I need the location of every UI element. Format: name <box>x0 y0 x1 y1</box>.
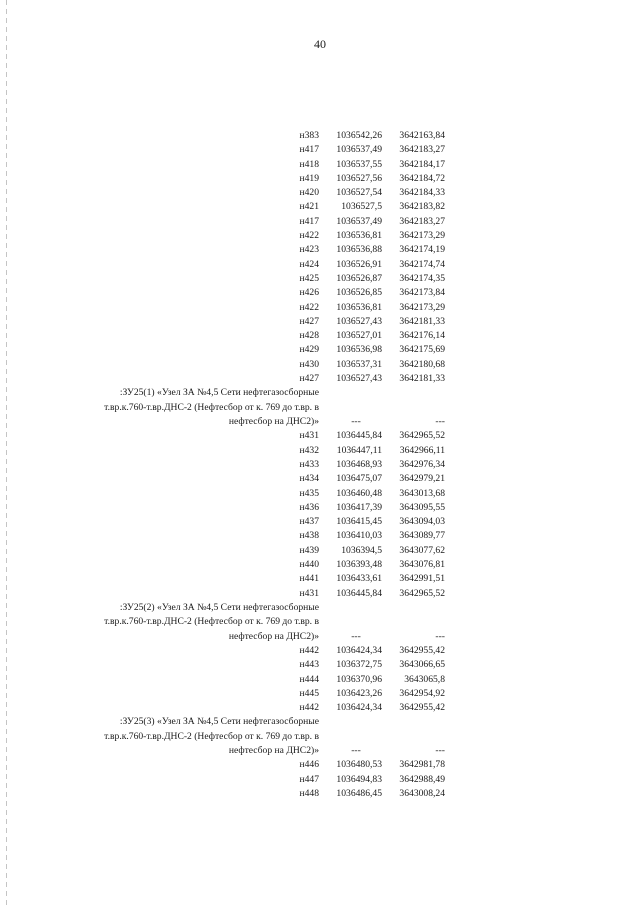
point-id: н419 <box>299 172 319 184</box>
point-id: н439 <box>299 544 319 556</box>
table-row <box>0 515 640 529</box>
coord-x-placeholder: --- <box>351 630 361 642</box>
point-id: н448 <box>299 787 319 799</box>
coordinates-table <box>0 129 640 801</box>
parcel-section-header <box>0 715 640 758</box>
table-row <box>0 272 640 286</box>
coord-y: 3642181,33 <box>399 315 445 327</box>
coord-y: 3642981,78 <box>399 759 445 771</box>
table-row <box>0 558 640 572</box>
coord-y: 3642183,82 <box>399 201 445 213</box>
table-row <box>0 544 640 558</box>
table-row <box>0 529 640 543</box>
table-row <box>0 687 640 701</box>
table-row <box>0 215 640 229</box>
coord-y: 3642976,34 <box>399 458 445 470</box>
coord-y: 3642184,17 <box>399 158 445 170</box>
coord-y: 3642174,35 <box>399 272 445 284</box>
coord-y: 3642174,74 <box>399 258 445 270</box>
coord-y-placeholder: --- <box>435 744 445 756</box>
coord-y: 3643095,55 <box>399 501 445 513</box>
table-row <box>0 200 640 214</box>
coord-y: 3642175,69 <box>399 344 445 356</box>
point-id: н418 <box>299 158 319 170</box>
point-id: н446 <box>299 759 319 771</box>
table-row <box>0 358 640 372</box>
point-id: н430 <box>299 358 319 370</box>
parcel-title: :ЗУ25(2) «Узел ЗА №4,5 Сети нефтегазосборные т.вр.к.760-т.вр.ДНС-2 (Нефтесбор от к. 769 до т.вр. в нефтесбор на ДНС2)» <box>104 601 319 642</box>
point-id: н424 <box>299 258 319 270</box>
coord-x: 1036537,55 <box>336 158 382 170</box>
coord-x: 1036526,91 <box>336 258 382 270</box>
coord-x: 1036527,56 <box>336 172 382 184</box>
table-row <box>0 286 640 300</box>
point-id: н441 <box>299 573 319 585</box>
coord-y: 3642979,21 <box>399 473 445 485</box>
table-row <box>0 472 640 486</box>
page-number: 40 <box>314 37 326 51</box>
coord-x: 1036394,5 <box>341 544 382 556</box>
coord-x: 1036527,01 <box>336 330 382 342</box>
point-id: н427 <box>299 315 319 327</box>
coord-x: 1036537,49 <box>336 215 382 227</box>
table-row <box>0 186 640 200</box>
point-id: н444 <box>299 673 319 685</box>
table-row <box>0 773 640 787</box>
coord-x: 1036542,26 <box>336 130 382 141</box>
coord-x: 1036480,53 <box>336 759 382 771</box>
coord-y: 3642184,72 <box>399 172 445 184</box>
point-id: н434 <box>299 473 319 485</box>
table-row <box>0 572 640 586</box>
coord-x: 1036370,96 <box>336 673 382 685</box>
coord-x: 1036527,5 <box>341 201 382 213</box>
point-id: н417 <box>299 215 319 227</box>
table-row <box>0 315 640 329</box>
table-row <box>0 301 640 315</box>
coord-x: 1036527,43 <box>336 373 382 385</box>
coord-x: 1036537,31 <box>336 358 382 370</box>
table-row <box>0 172 640 186</box>
coord-y: 3642954,92 <box>399 687 445 699</box>
table-row <box>0 372 640 386</box>
table-row <box>0 644 640 658</box>
coord-y: 3643089,77 <box>399 530 445 542</box>
point-id: н440 <box>299 559 319 571</box>
coord-x: 1036424,34 <box>336 644 382 656</box>
table-row <box>0 229 640 243</box>
point-id: н431 <box>299 430 319 442</box>
parcel-section-header <box>0 386 640 429</box>
coord-x: 1036527,43 <box>336 315 382 327</box>
table-row <box>0 329 640 343</box>
coord-x: 1036445,84 <box>336 587 382 599</box>
coord-x-placeholder: --- <box>351 744 361 756</box>
coord-x: 1036526,85 <box>336 287 382 299</box>
point-id: н421 <box>299 201 319 213</box>
coord-y: 3642955,42 <box>399 644 445 656</box>
coord-y-placeholder: --- <box>435 630 445 642</box>
table-row <box>0 458 640 472</box>
point-id: н420 <box>299 187 319 199</box>
point-id: н432 <box>299 444 319 456</box>
table-row <box>0 143 640 157</box>
coord-x: 1036410,03 <box>336 530 382 542</box>
coord-x: 1036494,83 <box>336 773 382 785</box>
coord-y: 3642174,19 <box>399 244 445 256</box>
coord-y: 3642176,14 <box>399 330 445 342</box>
point-id: н447 <box>299 773 319 785</box>
point-id: н438 <box>299 530 319 542</box>
point-id: н442 <box>299 702 319 714</box>
coord-x: 1036536,88 <box>336 244 382 256</box>
point-id: н417 <box>299 144 319 156</box>
point-id: н431 <box>299 587 319 599</box>
coord-x: 1036417,39 <box>336 501 382 513</box>
coord-x: 1036445,84 <box>336 430 382 442</box>
table-row <box>0 429 640 443</box>
table-row <box>0 587 640 601</box>
coord-x: 1036536,81 <box>336 301 382 313</box>
coord-y: 3642183,27 <box>399 215 445 227</box>
coord-y: 3642988,49 <box>399 773 445 785</box>
table-row <box>0 243 640 257</box>
coord-x: 1036475,07 <box>336 473 382 485</box>
point-id: н428 <box>299 330 319 342</box>
point-id: н422 <box>299 301 319 313</box>
coord-y: 3643065,8 <box>404 673 445 685</box>
coord-y: 3643076,81 <box>399 559 445 571</box>
point-id: н423 <box>299 244 319 256</box>
table-row <box>0 673 640 687</box>
coord-y: 3643013,68 <box>399 487 445 499</box>
coord-x: 1036447,11 <box>336 444 382 456</box>
coord-y: 3642180,68 <box>399 358 445 370</box>
parcel-section-header <box>0 601 640 644</box>
point-id: н433 <box>299 458 319 470</box>
point-id: н426 <box>299 287 319 299</box>
coord-x: 1036415,45 <box>336 516 382 528</box>
coord-x: 1036536,98 <box>336 344 382 356</box>
point-id: н442 <box>299 644 319 656</box>
point-id: н427 <box>299 373 319 385</box>
point-id: н437 <box>299 516 319 528</box>
table-row <box>0 787 640 801</box>
coord-y: 3642181,33 <box>399 373 445 385</box>
table-row <box>0 658 640 672</box>
point-id: н383 <box>299 130 319 141</box>
coord-y-placeholder: --- <box>435 415 445 427</box>
coord-x: 1036393,48 <box>336 559 382 571</box>
coord-y: 3643008,24 <box>399 787 445 799</box>
table-row <box>0 487 640 501</box>
point-id: н445 <box>299 687 319 699</box>
coord-y: 3642163,84 <box>399 130 445 141</box>
table-row <box>0 158 640 172</box>
table-row <box>0 258 640 272</box>
coord-y: 3642965,52 <box>399 587 445 599</box>
coord-y: 3642991,51 <box>399 573 445 585</box>
coord-x: 1036460,48 <box>336 487 382 499</box>
point-id: н422 <box>299 230 319 242</box>
table-row <box>0 501 640 515</box>
coord-y: 3642173,84 <box>399 287 445 299</box>
table-row <box>0 758 640 772</box>
table-row <box>0 701 640 715</box>
coord-y: 3642173,29 <box>399 230 445 242</box>
coord-x: 1036423,26 <box>336 687 382 699</box>
coord-x: 1036486,45 <box>336 787 382 799</box>
coord-x: 1036372,75 <box>336 659 382 671</box>
table-row <box>0 444 640 458</box>
coord-x: 1036537,49 <box>336 144 382 156</box>
point-id: н425 <box>299 272 319 284</box>
coord-x: 1036536,81 <box>336 230 382 242</box>
point-id: н435 <box>299 487 319 499</box>
coord-y: 3643094,03 <box>399 516 445 528</box>
coord-x-placeholder: --- <box>351 415 361 427</box>
coord-y: 3642965,52 <box>399 430 445 442</box>
coord-y: 3643066,65 <box>399 659 445 671</box>
point-id: н443 <box>299 659 319 671</box>
table-row <box>0 343 640 357</box>
coord-y: 3642966,11 <box>399 444 445 456</box>
coord-x: 1036424,34 <box>336 702 382 714</box>
coord-x: 1036433,61 <box>336 573 382 585</box>
table-row <box>0 129 640 143</box>
coord-y: 3642184,33 <box>399 187 445 199</box>
coord-y: 3642173,29 <box>399 301 445 313</box>
coord-y: 3642955,42 <box>399 702 445 714</box>
coord-x: 1036468,93 <box>336 458 382 470</box>
point-id: н429 <box>299 344 319 356</box>
coord-y: 3642183,27 <box>399 144 445 156</box>
coord-x: 1036527,54 <box>336 187 382 199</box>
parcel-title: :ЗУ25(1) «Узел ЗА №4,5 Сети нефтегазосборные т.вр.к.760-т.вр.ДНС-2 (Нефтесбор от к. 769 до т.вр. в нефтесбор на ДНС2)» <box>104 387 319 427</box>
coord-y: 3643077,62 <box>399 544 445 556</box>
coord-x: 1036526,87 <box>336 272 382 284</box>
parcel-title: :ЗУ25(3) «Узел ЗА №4,5 Сети нефтегазосборные т.вр.к.760-т.вр.ДНС-2 (Нефтесбор от к. 769 до т.вр. в нефтесбор на ДНС2)» <box>104 716 319 756</box>
point-id: н436 <box>299 501 319 513</box>
